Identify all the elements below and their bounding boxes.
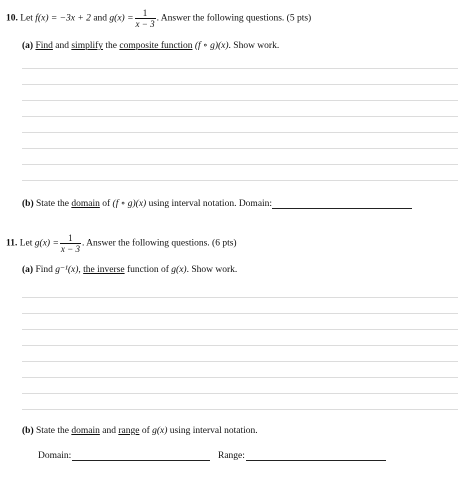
q10-part-a-prompt bbox=[22, 40, 279, 51]
g-denominator: x − 3 bbox=[60, 244, 80, 254]
composite-expression: (f ∘ g)(x) bbox=[112, 199, 147, 209]
inverse-expression: g⁻¹(x) bbox=[55, 265, 79, 275]
f-definition: f(x) = −3x + 2 bbox=[35, 13, 91, 24]
answer-line bbox=[22, 180, 458, 181]
domain-prompt-text: using interval notation. Domain: bbox=[148, 199, 273, 209]
question-number: 11. bbox=[6, 238, 18, 249]
g-lhs: g(x) = bbox=[34, 238, 59, 249]
composite-expression: (f ∘ g)(x) bbox=[194, 41, 229, 51]
domain-label: Domain: bbox=[38, 451, 72, 461]
answer-line bbox=[22, 84, 458, 85]
answer-line bbox=[22, 393, 458, 394]
state-the-text: State the bbox=[36, 426, 69, 436]
inverse-term: the inverse bbox=[83, 265, 125, 275]
composite-function-term: composite function bbox=[119, 41, 193, 51]
part-label: (a) bbox=[22, 41, 34, 51]
state-the-text: State the bbox=[36, 199, 69, 209]
show-work-text: . Show work. bbox=[186, 265, 238, 275]
domain-word: domain bbox=[71, 199, 100, 209]
range-answer-blank[interactable] bbox=[246, 460, 386, 461]
find-word: Find bbox=[35, 265, 53, 275]
and-word: and bbox=[102, 426, 116, 436]
q11-part-a-prompt bbox=[22, 264, 237, 275]
answer-line bbox=[22, 132, 458, 133]
find-word: Find bbox=[35, 41, 53, 51]
answer-line bbox=[22, 329, 458, 330]
range-word: range bbox=[118, 426, 140, 436]
show-work-text: . Show work. bbox=[228, 41, 280, 51]
g-fraction bbox=[60, 233, 81, 254]
function-of-text: function of bbox=[126, 265, 169, 275]
instruction-text: . Answer the following questions. (6 pts) bbox=[81, 238, 237, 249]
answer-line bbox=[22, 297, 458, 298]
answer-line bbox=[22, 345, 458, 346]
answer-line bbox=[22, 377, 458, 378]
part-label: (b) bbox=[22, 426, 34, 436]
g-numerator: 1 bbox=[60, 233, 81, 244]
answer-line bbox=[22, 68, 458, 69]
answer-line bbox=[22, 361, 458, 362]
answer-line bbox=[22, 313, 458, 314]
g-expression: g(x) bbox=[152, 426, 168, 436]
question-10-header bbox=[6, 8, 311, 29]
domain-word: domain bbox=[71, 426, 100, 436]
g-expression: g(x) bbox=[171, 265, 187, 275]
g-fraction bbox=[135, 8, 156, 29]
g-lhs: g(x) = bbox=[109, 13, 134, 24]
of-word: of bbox=[141, 426, 150, 436]
part-label: (b) bbox=[22, 199, 34, 209]
answer-line bbox=[22, 148, 458, 149]
domain-answer-blank[interactable] bbox=[72, 460, 210, 461]
q10-part-b-prompt bbox=[22, 198, 272, 209]
the-word: the bbox=[105, 41, 118, 51]
g-numerator: 1 bbox=[135, 8, 156, 19]
answer-line bbox=[22, 100, 458, 101]
of-word: of bbox=[102, 199, 111, 209]
let-text: Let bbox=[19, 238, 33, 249]
let-text: Let bbox=[20, 13, 33, 24]
q11-part-b-prompt bbox=[22, 426, 258, 436]
question-number: 10. bbox=[6, 13, 18, 24]
question-11-header bbox=[6, 233, 237, 254]
instruction-text: . Answer the following questions. (5 pts) bbox=[156, 13, 312, 24]
and-word: and bbox=[55, 41, 69, 51]
answer-line bbox=[22, 164, 458, 165]
and-text: and bbox=[93, 13, 108, 24]
g-denominator: x − 3 bbox=[135, 19, 155, 29]
simplify-word: simplify bbox=[71, 41, 104, 51]
domain-answer-blank[interactable] bbox=[272, 208, 412, 209]
part-label: (a) bbox=[22, 265, 34, 275]
range-label: Range: bbox=[218, 451, 245, 461]
comma: , bbox=[78, 265, 81, 275]
answer-line bbox=[22, 409, 458, 410]
interval-notation-text: using interval notation. bbox=[169, 426, 258, 436]
answer-line bbox=[22, 116, 458, 117]
